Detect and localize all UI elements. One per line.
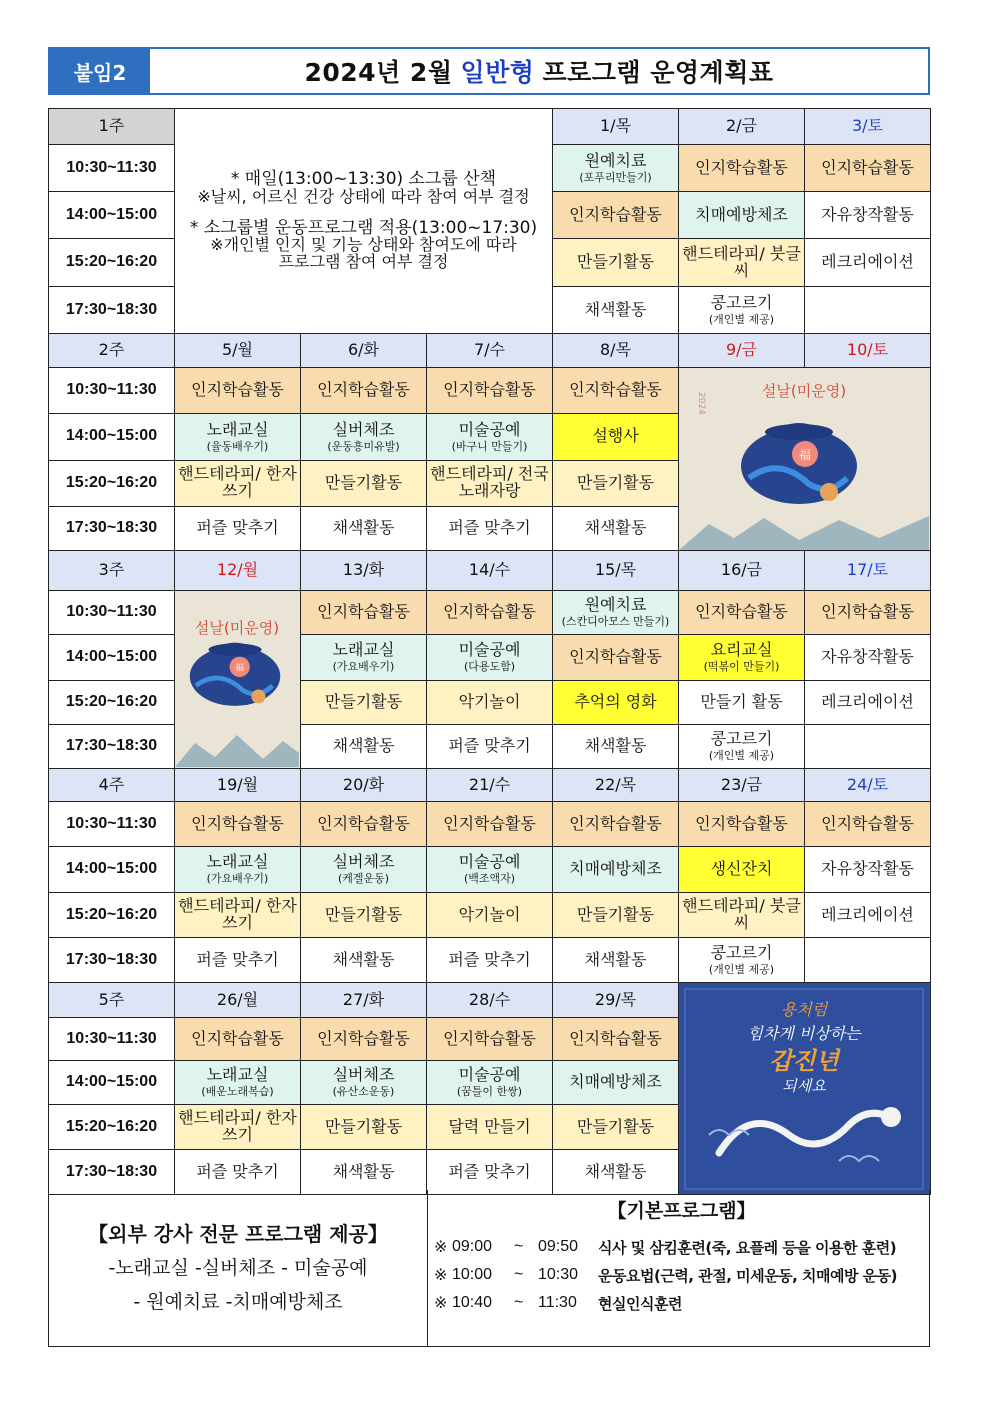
program-cell: 인지학습활동 [553,368,679,414]
new-year-banner [679,983,931,1195]
holiday-illustration [175,591,301,769]
program-cell: 노래교실 (가요배우기) [175,847,301,893]
program-cell: 핸드테라피/ 한자쓰기 [175,1105,301,1150]
day-header: 17/토 [805,551,931,591]
program-cell: 퍼즐 맞추기 [427,506,553,550]
week-label: 1주 [49,109,175,145]
program-cell: 노래교실 (배운노래복습) [175,1061,301,1105]
day-header: 13/화 [301,551,427,591]
program-cell: 원예치료 (스칸디아모스 만들기) [553,591,679,635]
program-cell: 만들기활동 [301,893,427,938]
program-cell: 노래교실 (율동배우기) [175,414,301,460]
program-cell: 미술공예 (꿈틀이 한쌍) [427,1061,553,1105]
day-header: 19/월 [175,769,301,802]
time-slot: 10:30~11:30 [49,145,175,192]
time-slot: 14:00~15:00 [49,635,175,681]
title-rest: 프로그램 운영계획표 [542,58,774,87]
program-cell: 콩고르기 (개인별 제공) [679,725,805,769]
program-cell: 핸드테라피/ 전국노래자랑 [427,460,553,506]
program-cell: 만들기활동 [301,1105,427,1150]
week1-note: * 매일(13:00~13:30) 소그룹 산책 ※날씨, 어르신 건강 상태에 따라 참여 여부 결정 * 소그룹별 운동프로그램 적용(13:00~17:30) ※개인별 인지 및 기능 상태와 참여도에 따라 프로그램 참여 여부 결정 [175,109,553,334]
day-header: 3/토 [805,109,931,145]
program-cell: 인지학습활동 [679,145,805,192]
svg-text:설날(미운영): 설날(미운영) [761,382,847,400]
program-cell: 채색활동 [301,506,427,550]
program-cell: 레크리에이션 [805,681,931,725]
program-cell: 인지학습활동 [301,591,427,635]
program-cell: 레크리에이션 [805,893,931,938]
basic-row: ※ 10:40 ~ 11:30 현실인식훈련 [434,1294,682,1313]
program-cell: 실버체조 (운동흥미유발) [301,414,427,460]
day-header: 12/월 [175,551,301,591]
program-cell: 인지학습활동 [175,368,301,414]
day-header: 8/목 [553,334,679,368]
day-header: 14/수 [427,551,553,591]
svg-text:2024: 2024 [696,392,706,415]
new-year-pouch-icon [679,368,929,550]
program-cell: 인지학습활동 [427,368,553,414]
week-label: 4주 [49,769,175,802]
week-label: 2주 [49,334,175,368]
time-slot: 10:30~11:30 [49,368,175,414]
program-cell: 악기놀이 [427,893,553,938]
program-cell: 미술공예 (다용도함) [427,635,553,681]
holiday-illustration [679,368,931,551]
program-cell: 자유창작활동 [805,847,931,893]
program-cell: 핸드테라피/ 한자쓰기 [175,893,301,938]
program-cell: 만들기활동 [553,893,679,938]
program-cell: 추억의 영화 [553,681,679,725]
svg-text:힘차게 비상하는: 힘차게 비상하는 [747,1023,861,1043]
svg-text:용처럼: 용처럼 [780,999,828,1019]
program-cell: 채색활동 [553,725,679,769]
day-header: 20/화 [301,769,427,802]
program-cell: 채색활동 [553,938,679,983]
program-cell: 만들기활동 [553,460,679,506]
program-cell: 미술공예 (백조액자) [427,847,553,893]
new-year-pouch-icon [175,593,299,767]
time-slot: 17:30~18:30 [49,506,175,550]
day-header: 16/금 [679,551,805,591]
day-header: 15/목 [553,551,679,591]
program-cell: 인지학습활동 [427,591,553,635]
program-cell: 실버체조 (케겔운동) [301,847,427,893]
program-cell: 만들기 활동 [679,681,805,725]
program-cell: 퍼즐 맞추기 [427,1150,553,1195]
program-cell: 채색활동 [301,725,427,769]
time-slot: 10:30~11:30 [49,802,175,847]
time-slot: 10:30~11:30 [49,591,175,635]
program-cell: 악기놀이 [427,681,553,725]
program-cell: 인지학습활동 [553,1018,679,1061]
time-slot: 17:30~18:30 [49,725,175,769]
program-cell: 인지학습활동 [301,368,427,414]
program-cell: 자유창작활동 [805,635,931,681]
day-header: 1/목 [553,109,679,145]
basic-row: ※ 10:00 ~ 10:30 운동요법(근력, 관절, 미세운동, 치매예방 운동) [434,1266,898,1285]
time-slot: 15:20~16:20 [49,681,175,725]
program-cell: 핸드테라피/ 붓글씨 [679,893,805,938]
title-date: 2024년 2월 [304,58,453,87]
day-header: 23/금 [679,769,805,802]
program-cell: 인지학습활동 [427,1018,553,1061]
basic-programs [428,1190,929,1346]
program-cell: 채색활동 [301,1150,427,1195]
external-title: 【외부 강사 전문 프로그램 제공】 [88,1222,388,1247]
program-cell: 인지학습활동 [805,145,931,192]
program-cell: 퍼즐 맞추기 [175,938,301,983]
external-programs [49,1190,428,1346]
program-cell [805,287,931,334]
day-header: 2/금 [679,109,805,145]
program-cell: 설행사 [553,414,679,460]
program-cell: 인지학습활동 [805,591,931,635]
program-cell: 만들기활동 [553,1105,679,1150]
program-cell [805,938,931,983]
footer [48,1190,930,1347]
program-cell: 퍼즐 맞추기 [175,1150,301,1195]
program-cell: 인지학습활동 [301,1018,427,1061]
program-cell: 인지학습활동 [805,802,931,847]
day-header: 5/월 [175,334,301,368]
day-header: 21/수 [427,769,553,802]
program-cell: 실버체조 (유산소운동) [301,1061,427,1105]
attachment-badge: 붙임2 [50,49,150,93]
day-header: 27/화 [301,983,427,1018]
svg-text:갑진년: 갑진년 [769,1045,839,1075]
time-slot: 17:30~18:30 [49,1150,175,1195]
program-cell: 자유창작활동 [805,192,931,239]
program-cell: 만들기활동 [301,460,427,506]
program-cell: 만들기활동 [553,239,679,287]
day-header: 22/목 [553,769,679,802]
program-cell: 인지학습활동 [301,802,427,847]
day-header: 26/월 [175,983,301,1018]
svg-text:설날(미운영): 설날(미운영) [194,618,280,637]
time-slot: 10:30~11:30 [49,1018,175,1061]
time-slot: 14:00~15:00 [49,192,175,239]
program-cell: 인지학습활동 [553,192,679,239]
time-slot: 15:20~16:20 [49,893,175,938]
day-header: 9/금 [679,334,805,368]
time-slot: 15:20~16:20 [49,460,175,506]
program-cell: 인지학습활동 [553,802,679,847]
program-cell: 치매예방체조 [679,192,805,239]
program-cell: 노래교실 (가요배우기) [301,635,427,681]
program-cell: 생신잔치 [679,847,805,893]
program-cell [805,725,931,769]
program-cell: 인지학습활동 [175,1018,301,1061]
program-cell: 인지학습활동 [427,802,553,847]
program-cell: 요리교실 (떡볶이 만들기) [679,635,805,681]
time-slot: 14:00~15:00 [49,414,175,460]
svg-text:되세요: 되세요 [782,1076,826,1095]
dragon-banner-icon [679,985,929,1193]
day-header: 6/화 [301,334,427,368]
week-label: 5주 [49,983,175,1018]
program-cell: 원예치료 (포푸리만들기) [553,145,679,192]
basic-row: ※ 09:00 ~ 09:50 식사 및 삼킴훈련(죽, 요플레 등을 이용한 훈련) [434,1238,897,1257]
header-bar [48,47,930,95]
day-header: 29/목 [553,983,679,1018]
program-cell: 채색활동 [553,1150,679,1195]
title-highlight: 일반형 [460,58,535,87]
day-header: 7/수 [427,334,553,368]
day-header: 24/토 [805,769,931,802]
time-slot: 17:30~18:30 [49,287,175,334]
time-slot: 14:00~15:00 [49,847,175,893]
program-cell: 인지학습활동 [679,591,805,635]
program-cell: 핸드테라피/ 한자쓰기 [175,460,301,506]
program-cell: 인지학습활동 [679,802,805,847]
time-slot: 15:20~16:20 [49,239,175,287]
program-cell: 만들기활동 [301,681,427,725]
program-cell: 퍼즐 맞추기 [427,725,553,769]
program-cell: 채색활동 [301,938,427,983]
program-cell: 채색활동 [553,287,679,334]
time-slot: 17:30~18:30 [49,938,175,983]
program-cell: 치매예방체조 [553,1061,679,1105]
program-cell: 퍼즐 맞추기 [427,938,553,983]
program-cell: 채색활동 [553,506,679,550]
program-cell: 인지학습활동 [175,802,301,847]
day-header: 28/수 [427,983,553,1018]
time-slot: 14:00~15:00 [49,1061,175,1105]
program-cell: 치매예방체조 [553,847,679,893]
day-header: 10/토 [805,334,931,368]
external-list: - 원예치료 -치매예방체조 [133,1290,343,1313]
program-cell: 콩고르기 (개인별 제공) [679,287,805,334]
program-cell: 인지학습활동 [553,635,679,681]
time-slot: 15:20~16:20 [49,1105,175,1150]
program-cell: 핸드테라피/ 붓글씨 [679,239,805,287]
program-cell: 콩고르기 (개인별 제공) [679,938,805,983]
program-cell: 미술공예 (바구니 만들기) [427,414,553,460]
program-cell: 퍼즐 맞추기 [175,506,301,550]
page-title [150,49,928,93]
basic-title: 【기본프로그램】 [607,1200,756,1222]
week-label: 3주 [49,551,175,591]
external-list: -노래교실 -실버체조 - 미술공예 [108,1257,368,1280]
program-cell: 레크리에이션 [805,239,931,287]
program-cell: 달력 만들기 [427,1105,553,1150]
schedule-table [48,108,931,1195]
